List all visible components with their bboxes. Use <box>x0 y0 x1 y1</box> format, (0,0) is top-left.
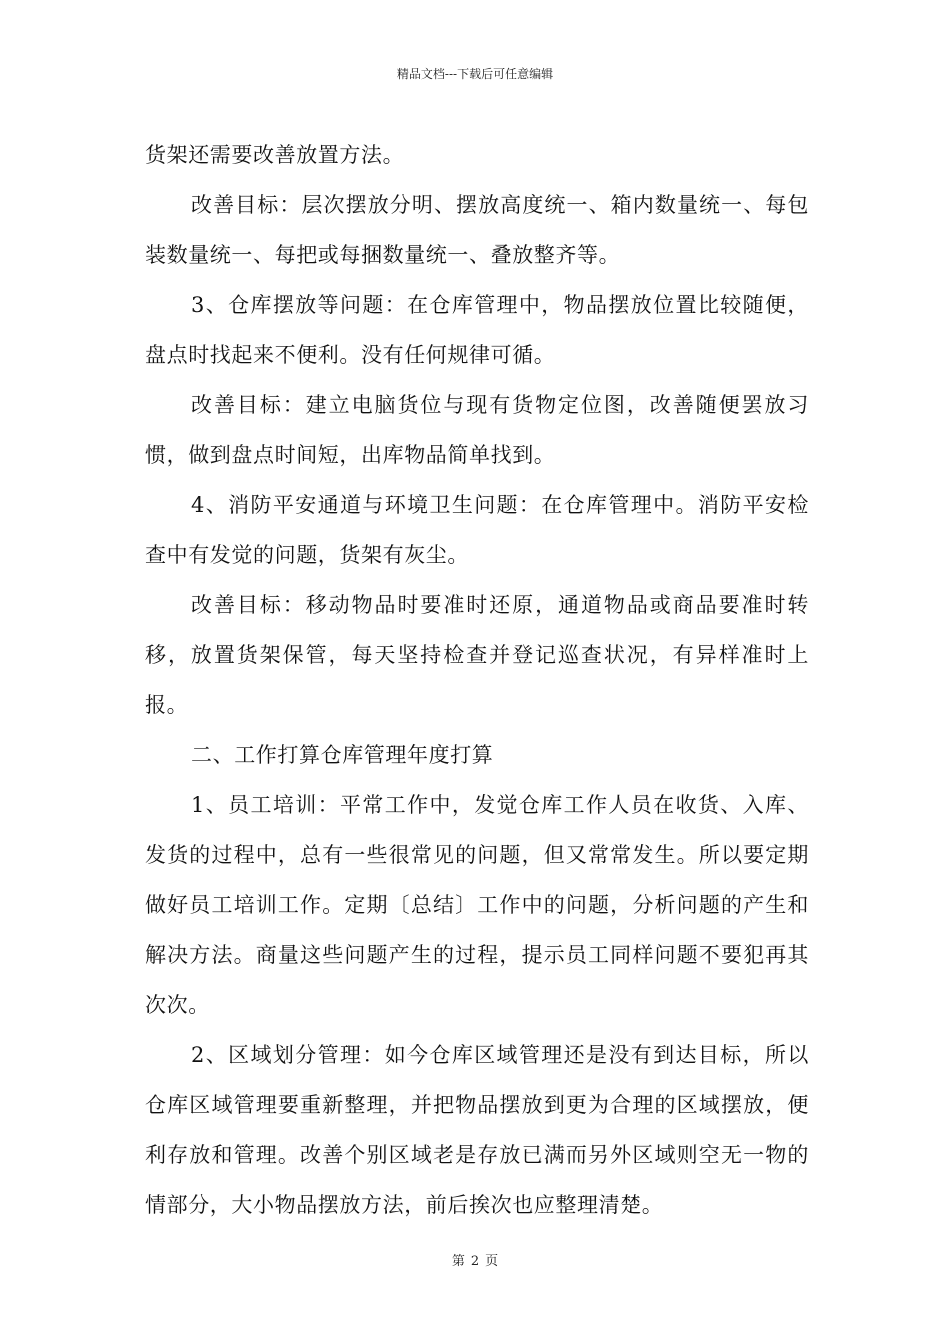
section-heading: 二、工作打算仓库管理年度打算 <box>191 743 494 767</box>
footer-suffix: 页 <box>485 1254 499 1269</box>
paragraph-0: 货架还需要改善放置方法。 <box>145 143 405 167</box>
paragraph-4: 4、消防平安通道与环境卫生问题：在仓库管理中。消防平安检查中有发觉的问题，货架有灰尘。 <box>145 493 809 567</box>
paragraph-3: 改善目标：建立电脑货位与现有货物定位图，改善随便罢放习惯，做到盘点时间短，出库物品简单找到。 <box>145 393 809 467</box>
page-header <box>0 66 950 82</box>
page-footer <box>0 1254 950 1270</box>
footer-prefix: 第 <box>451 1254 465 1269</box>
paragraph-5: 改善目标：移动物品时要准时还原，通道物品或商品要准时转移，放置货架保管，每天坚持检查并登记巡查状况，有异样准时上报。 <box>145 593 809 717</box>
header-text: 精品文档---下载后可任意编辑 <box>396 67 554 81</box>
page-number: 2 <box>470 1254 480 1269</box>
paragraph-7: 1、员工培训：平常工作中，发觉仓库工作人员在收货、入库、发货的过程中，总有一些很常见的问题，但又常常发生。所以要定期做好员工培训工作。定期〔总结〕工作中的问题，分析问题的产生和解决方法。商量这些问题产生的过程，提示员工同样问题不要犯再其次次。 <box>145 793 809 1017</box>
document-body <box>145 130 809 1230</box>
paragraph-8: 2、区域划分管理：如今仓库区域管理还是没有到达目标，所以仓库区域管理要重新整理，并把物品摆放到更为合理的区域摆放，便利存放和管理。改善个别区域老是存放已满而另外区域则空无一物的情部分，大小物品摆放方法，前后挨次也应整理清楚。 <box>145 1043 809 1217</box>
paragraph-2: 3、仓库摆放等问题：在仓库管理中，物品摆放位置比较随便，盘点时找起来不便利。没有任何规律可循。 <box>145 293 809 367</box>
paragraph-1: 改善目标：层次摆放分明、摆放高度统一、箱内数量统一、每包装数量统一、每把或每捆数量统一、叠放整齐等。 <box>145 193 809 267</box>
